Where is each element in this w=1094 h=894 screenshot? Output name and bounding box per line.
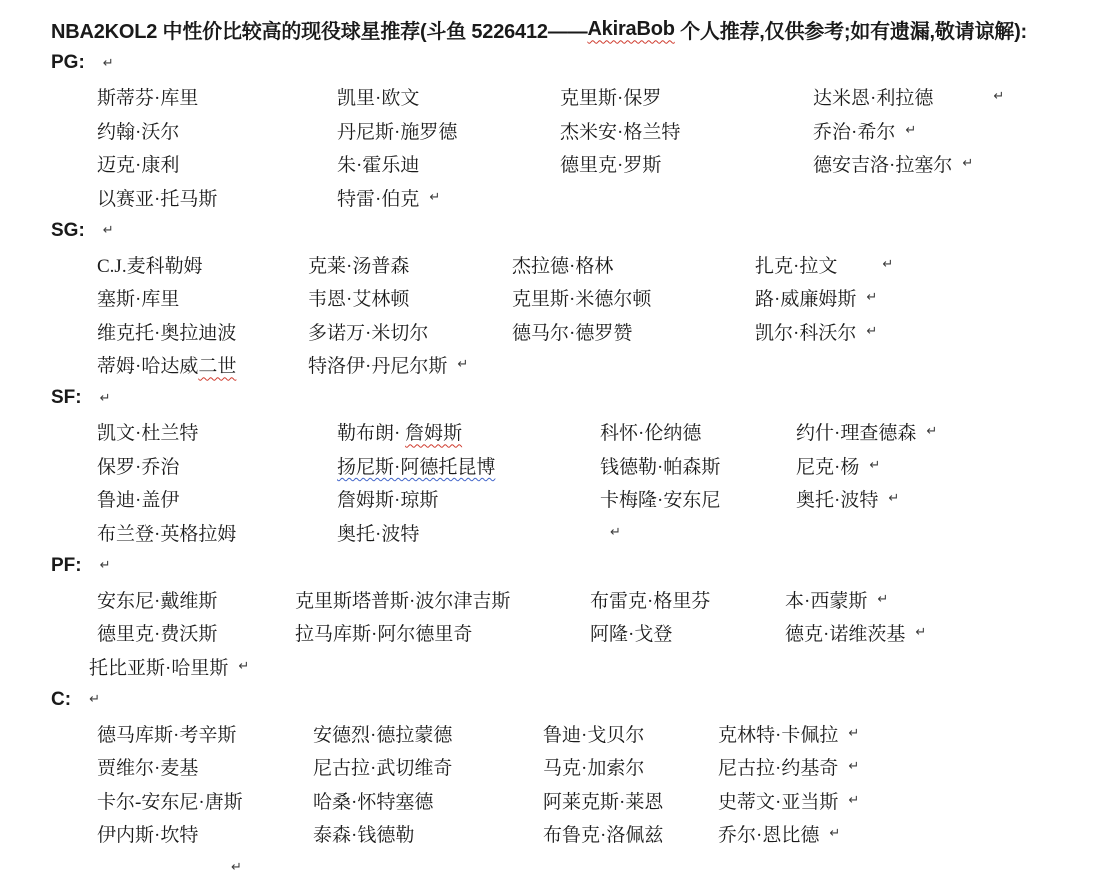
text-part: 安德烈·德拉蒙德	[313, 724, 453, 746]
text-part: 克里斯·保罗	[560, 88, 662, 110]
player-name	[97, 586, 295, 613]
text-part: 拉马库斯·阿尔德里奇	[295, 624, 473, 646]
text-part: 尼古拉·武切维奇	[313, 758, 453, 780]
player-name	[560, 117, 813, 144]
paragraph-mark-icon: ↵	[457, 357, 469, 373]
text-part: 勒布朗·	[337, 423, 406, 445]
player-name	[97, 720, 313, 747]
player-name	[97, 351, 308, 378]
text-part: 德克·诺维茨基	[785, 624, 906, 646]
text-part: 个人推荐,仅供参考;如有遗漏,敬请谅解):	[674, 21, 1028, 44]
paragraph-mark-icon: ↵	[866, 323, 878, 339]
text-part: 德里克·费沃斯	[97, 624, 218, 646]
text-part: 贾维尔·麦基	[97, 758, 199, 780]
text-part: 维克托·奥拉迪波	[97, 322, 237, 344]
section-label: SG:	[51, 219, 85, 241]
section-sg	[51, 214, 1074, 382]
section-header-pf	[51, 549, 1074, 583]
paragraph-mark-icon: ↵	[99, 390, 111, 406]
player-name	[337, 485, 600, 512]
paragraph-mark-icon: ↵	[848, 725, 860, 741]
player-row	[51, 616, 1074, 650]
text-part: 杰拉德·格林	[512, 255, 614, 277]
player-name	[313, 787, 543, 814]
section-label: PF:	[51, 554, 82, 576]
text-part: 杰米安·格兰特	[560, 121, 681, 143]
player-name	[718, 720, 838, 747]
section-pg	[51, 47, 1074, 215]
text-part: 尼克·杨	[796, 456, 860, 478]
player-name	[97, 83, 337, 110]
section-label: C:	[51, 688, 72, 710]
text-part: 塞斯·库里	[97, 289, 180, 311]
paragraph-mark-icon: ↵	[231, 859, 242, 875]
player-name	[97, 787, 313, 814]
paragraph-mark-icon: ↵	[866, 290, 878, 306]
player-name	[308, 284, 512, 311]
text-part: 马克·加索尔	[543, 758, 645, 780]
text-part: 科怀·伦纳德	[600, 423, 702, 445]
text-part: 克林特·卡佩拉	[718, 724, 839, 746]
text-part: 克里斯塔普斯·波尔津吉斯	[295, 590, 511, 612]
paragraph-mark-icon: ↵	[905, 122, 917, 138]
text-part: 卡尔-安东尼·唐斯	[97, 791, 243, 813]
player-name	[543, 820, 718, 847]
player-name	[543, 753, 718, 780]
text-part: 克里斯·米德尔顿	[512, 289, 652, 311]
player-name	[97, 251, 308, 278]
text-part: 迈克·康利	[97, 155, 180, 177]
paragraph-mark-icon: ↵	[993, 89, 1005, 105]
player-name	[308, 318, 512, 345]
text-part: 布雷克·格里芬	[590, 590, 711, 612]
paragraph-mark-icon: ↵	[915, 625, 927, 641]
player-name	[600, 418, 796, 445]
player-name	[97, 619, 295, 646]
document-title	[51, 13, 1074, 47]
player-name	[313, 720, 543, 747]
text-part: 德马尔·德罗赞	[512, 322, 633, 344]
player-name	[89, 653, 228, 680]
text-part: 安东尼·戴维斯	[97, 590, 218, 612]
paragraph-mark-icon: ↵	[962, 156, 974, 172]
text-part: 阿莱克斯·莱恩	[543, 791, 664, 813]
text-part: 奥托·波特	[796, 490, 879, 512]
text-part: 鲁迪·戈贝尔	[543, 724, 645, 746]
text-part: C.J.麦科勒姆	[97, 255, 203, 277]
paragraph-mark-icon: ↵	[926, 424, 938, 440]
player-row	[51, 80, 1074, 114]
paragraph-mark-icon: ↵	[102, 55, 114, 71]
text-part: 伊内斯·坎特	[97, 825, 199, 847]
paragraph-mark-icon: ↵	[429, 189, 441, 205]
paragraph-mark-icon: ↵	[102, 223, 114, 239]
player-row	[51, 281, 1074, 315]
player-name	[97, 753, 313, 780]
player-name	[600, 485, 796, 512]
player-row	[51, 181, 1074, 215]
section-header-pg	[51, 47, 1074, 81]
player-row	[51, 248, 1074, 282]
paragraph-mark-icon: ↵	[848, 792, 860, 808]
text-part: 凯里·欧文	[337, 88, 420, 110]
section-header-sf	[51, 382, 1074, 416]
text-part: 凯文·杜兰特	[97, 423, 199, 445]
text-part: 卡梅隆·安东尼	[600, 490, 721, 512]
player-name	[97, 485, 337, 512]
section-label: SF:	[51, 387, 82, 409]
text-part: 扎克·拉文	[755, 255, 838, 277]
player-name	[512, 284, 755, 311]
player-name	[337, 418, 600, 445]
text-part: 德马库斯·考辛斯	[97, 724, 237, 746]
paragraph-mark-icon: ↵	[877, 591, 889, 607]
text-part: 特洛伊·丹尼尔斯	[308, 356, 448, 378]
player-row	[51, 147, 1074, 181]
player-name	[785, 586, 867, 613]
spellcheck-marked-text: 詹姆斯	[405, 423, 463, 445]
paragraph-mark-icon: ↵	[89, 692, 100, 708]
text-part: 约翰·沃尔	[97, 121, 180, 143]
player-name	[97, 318, 308, 345]
player-name	[337, 117, 560, 144]
player-name	[718, 753, 838, 780]
sections-container	[51, 47, 1074, 851]
paragraph-mark-icon: ↵	[869, 457, 881, 473]
text-part: 本·西蒙斯	[785, 590, 868, 612]
player-name	[512, 251, 755, 278]
player-name	[97, 184, 337, 211]
text-part: 哈桑·怀特塞德	[313, 791, 434, 813]
text-part: 阿隆·戈登	[590, 624, 673, 646]
text-part: 泰森·钱德勒	[313, 825, 415, 847]
spellcheck-marked-text: 二世	[198, 356, 237, 378]
player-name	[308, 251, 512, 278]
player-row	[51, 114, 1074, 148]
player-name	[295, 586, 590, 613]
section-header-c	[51, 683, 1074, 717]
text-part: 韦恩·艾林顿	[308, 289, 410, 311]
text-part: 斯蒂芬·库里	[97, 88, 199, 110]
player-name	[313, 820, 543, 847]
text-part: 蒂姆·哈达威	[97, 356, 199, 378]
player-row	[51, 583, 1074, 617]
player-name	[560, 83, 813, 110]
player-name	[718, 787, 838, 814]
player-name	[295, 619, 590, 646]
player-row	[51, 415, 1074, 449]
section-label: PG:	[51, 52, 85, 74]
text-part: 丹尼斯·施罗德	[337, 121, 458, 143]
player-name	[718, 820, 819, 847]
player-name	[97, 452, 337, 479]
player-name	[97, 284, 308, 311]
player-row	[51, 482, 1074, 516]
text-part: 保罗·乔治	[97, 456, 180, 478]
player-row	[51, 784, 1074, 818]
player-name	[97, 117, 337, 144]
text-part: 史蒂文·亚当斯	[718, 791, 839, 813]
player-name	[337, 184, 419, 211]
player-name	[755, 251, 837, 278]
player-name	[543, 720, 718, 747]
text-part: 克莱·汤普森	[308, 255, 410, 277]
text-part: 布兰登·英格拉姆	[97, 523, 237, 545]
player-name	[590, 586, 785, 613]
text-part: NBA2KOL2 中性价比较高的现役球星推荐(斗鱼 5226412——	[51, 21, 588, 44]
player-name	[755, 284, 856, 311]
player-name	[337, 83, 560, 110]
text-part: 凯尔·科沃尔	[755, 322, 857, 344]
player-row	[51, 516, 1074, 550]
text-part: 布鲁克·洛佩兹	[543, 825, 664, 847]
text-part: 乔尔·恩比德	[718, 825, 820, 847]
player-name	[337, 519, 600, 546]
player-name	[813, 83, 933, 110]
text-part: 约什·理查德森	[796, 423, 917, 445]
player-name	[308, 351, 447, 378]
text-part: 乔治·希尔	[813, 121, 896, 143]
player-name	[785, 619, 905, 646]
player-name	[796, 418, 916, 445]
text-part: 鲁迪·盖伊	[97, 490, 180, 512]
text-part: 詹姆斯·琼斯	[337, 490, 439, 512]
paragraph-mark-icon: ↵	[610, 524, 621, 540]
section-header-sg	[51, 214, 1074, 248]
paragraph-mark-icon: ↵	[882, 256, 894, 272]
player-name	[813, 117, 895, 144]
text-part: 特雷·伯克	[337, 188, 420, 210]
player-name	[755, 318, 856, 345]
text-part: 朱·霍乐迪	[337, 155, 420, 177]
text-part: 多诺万·米切尔	[308, 322, 429, 344]
player-name	[97, 150, 337, 177]
text-part: 钱德勒·帕森斯	[600, 456, 721, 478]
text-part: 路·威廉姆斯	[755, 289, 857, 311]
player-name	[97, 418, 337, 445]
player-name	[796, 452, 859, 479]
player-row	[51, 315, 1074, 349]
player-name	[796, 485, 878, 512]
player-row	[51, 449, 1074, 483]
text-part: 托比亚斯·哈里斯	[89, 657, 229, 679]
paragraph-mark-icon: ↵	[99, 558, 111, 574]
player-name	[313, 753, 543, 780]
spellcheck-marked-text: AkiraBob	[587, 18, 675, 41]
player-name	[337, 150, 560, 177]
paragraph-mark-icon: ↵	[829, 826, 841, 842]
text-part: 德里克·罗斯	[560, 155, 662, 177]
paragraph-mark-icon: ↵	[848, 759, 860, 775]
text-part: 德安吉洛·拉塞尔	[813, 155, 953, 177]
player-name	[543, 787, 718, 814]
player-name	[590, 619, 785, 646]
player-name	[512, 318, 755, 345]
player-row	[51, 348, 1074, 382]
player-name	[600, 452, 796, 479]
section-c	[51, 683, 1074, 851]
player-row	[51, 817, 1074, 851]
player-row	[51, 650, 1074, 684]
paragraph-mark-icon: ↵	[888, 491, 900, 507]
player-name	[97, 519, 337, 546]
section-sf	[51, 382, 1074, 550]
player-name	[97, 820, 313, 847]
paragraph-mark-icon: ↵	[238, 658, 250, 674]
section-pf	[51, 549, 1074, 683]
player-row	[51, 750, 1074, 784]
empty-line	[51, 851, 1074, 885]
text-part: 达米恩·利拉德	[813, 88, 934, 110]
player-name	[337, 452, 600, 479]
text-part: 尼古拉·约基奇	[718, 758, 839, 780]
player-name	[813, 150, 952, 177]
spellcheck-marked-text: 扬尼斯·阿德托昆博	[337, 456, 496, 478]
text-part: 以赛亚·托马斯	[97, 188, 218, 210]
player-name	[560, 150, 813, 177]
player-row	[51, 717, 1074, 751]
text-part: 奥托·波特	[337, 523, 420, 545]
